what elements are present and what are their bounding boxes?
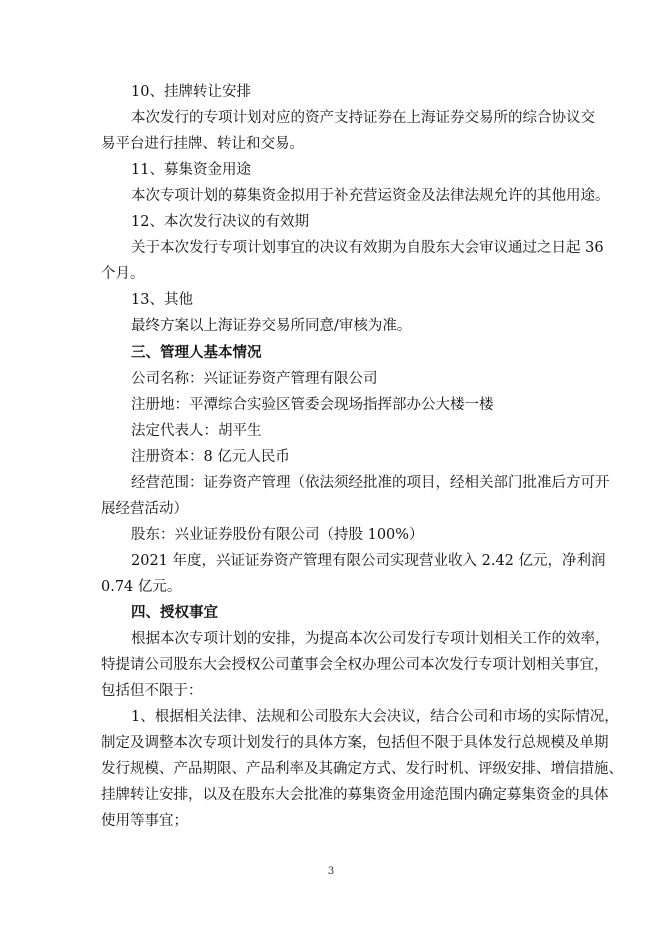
text-line: 使用等事宜； [101,813,188,830]
text-line: 特提请公司股东大会授权公司董事会全权办理公司本次发行专项计划相关事宜， [101,657,609,674]
text-line: 本次专项计划的募集资金拟用于补充营运资金及法律法规允许的其他用途。 [131,188,610,205]
text-line: 展经营活动） [101,500,188,517]
text-line: 10、挂牌转让安排 [131,84,251,100]
text-line: 公司名称：兴证证券资产管理有限公司 [131,370,378,387]
text-line: 本次发行的专项计划对应的资产支持证券在上海证券交易所的综合协议交 [131,110,595,127]
page-number: 3 [327,866,335,877]
text-line: 注册资本：8 亿元人民币 [131,448,290,465]
text-line: 13、其他 [131,292,193,309]
text-line: 12、本次发行决议的有效期 [131,214,309,231]
text-line: 易平台进行挂牌、转让和交易。 [101,136,304,153]
text-line: 挂牌转让安排，以及在股东大会批准的募集资金用途范围内确定募集资金的具体 [101,787,609,804]
text-line: 1、根据相关法律、法规和公司股东大会决议，结合公司和市场的实际情况， [131,709,619,726]
text-line: 个月。 [101,266,145,283]
text-line: 经营范围：证券资产管理（依法须经批准的项目，经相关部门批准后方可开 [131,474,610,491]
section-heading: 四、授权事宜 [131,604,218,621]
section-heading: 三、管理人基本情况 [131,343,262,361]
text-line: 包括但不限于： [101,683,203,700]
text-line: 制定及调整本次专项计划发行的具体方案，包括但不限于具体发行总规模及单期 [101,735,609,752]
text-line: 发行规模、产品期限、产品利率及其确定方式、发行时机、评级安排、增信措施、 [101,761,623,778]
text-line: 法定代表人：胡平生 [131,422,262,439]
text-line: 0.74 亿元。 [101,578,182,595]
text-line: 注册地：平潭综合实验区管委会现场指挥部办公大楼一楼 [131,396,494,413]
text-line: 最终方案以上海证券交易所同意/审核为准。 [131,318,412,335]
text-line: 股东：兴业证券股份有限公司（持股 100%） [131,526,424,543]
text-line: 根据本次专项计划的安排，为提高本次公司发行专项计划相关工作的效率， [131,631,610,648]
text-line: 关于本次发行专项计划事宜的决议有效期为自股东大会审议通过之日起 36 [131,240,604,257]
text-line: 2021 年度，兴证证券资产管理有限公司实现营业收入 2.42 亿元，净利润 [131,552,606,569]
text-line: 11、募集资金用途 [131,162,251,179]
